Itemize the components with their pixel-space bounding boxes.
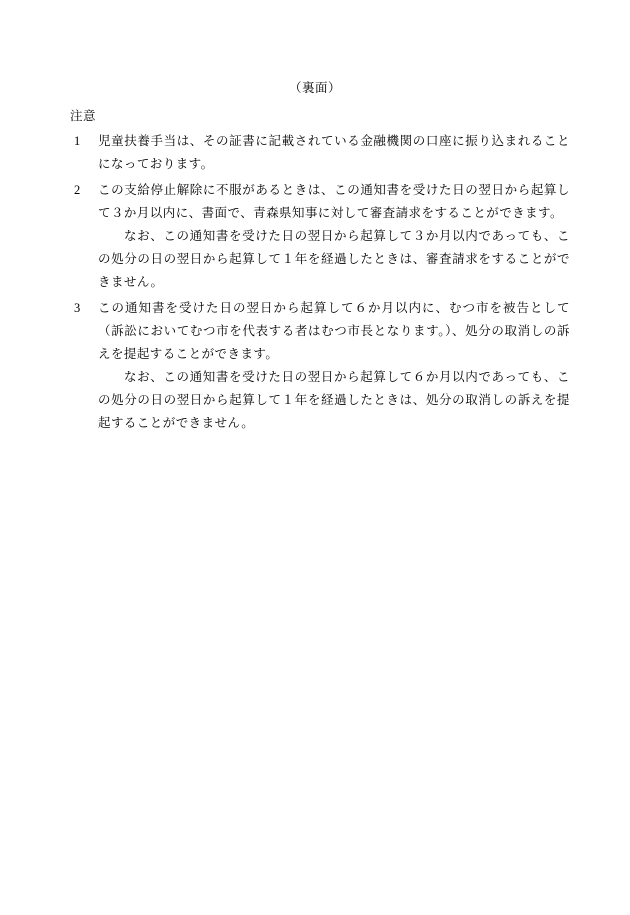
- page-side-label: （裏面）: [288, 81, 341, 95]
- list-item: [70, 297, 570, 435]
- list-item: [70, 130, 570, 176]
- list-item-paragraph: この支給停止解除に不服があるときは、この通知書を受けた日の翌日から起算して３か月以内に、書面で、青森県知事に対して審査請求をすることができます。: [98, 183, 570, 220]
- list-item-paragraph: 児童扶養手当は、その証書に記載されている金融機関の口座に振り込まれることになっております。: [98, 134, 570, 171]
- notice-heading: 注意: [70, 109, 97, 123]
- list-item: [70, 179, 570, 294]
- list-item-paragraph: この通知書を受けた日の翌日から起算して６か月以内に、むつ市を被告として（訴訟においてむつ市を代表する者はむつ市長となります。）、処分の取消しの訴えを提起することができます。: [98, 301, 570, 361]
- list-item-body: [98, 297, 570, 435]
- list-item-paragraph-note: なお、この通知書を受けた日の翌日から起算して６か月以内であっても、この処分の日の翌日から起算して１年を経過したときは、処分の取消しの訴えを提起することができません。: [98, 370, 570, 430]
- list-item-body: [98, 130, 570, 176]
- list-item-paragraph-note: なお、この通知書を受けた日の翌日から起算して３か月以内であっても、この処分の日の翌日から起算して１年を経過したときは、審査請求をすることができません。: [98, 229, 570, 289]
- notice-item-list: [70, 130, 570, 438]
- list-item-number: 2: [74, 183, 81, 197]
- list-item-body: [98, 179, 570, 294]
- list-item-number: 1: [74, 134, 81, 148]
- list-item-number: 3: [74, 301, 81, 315]
